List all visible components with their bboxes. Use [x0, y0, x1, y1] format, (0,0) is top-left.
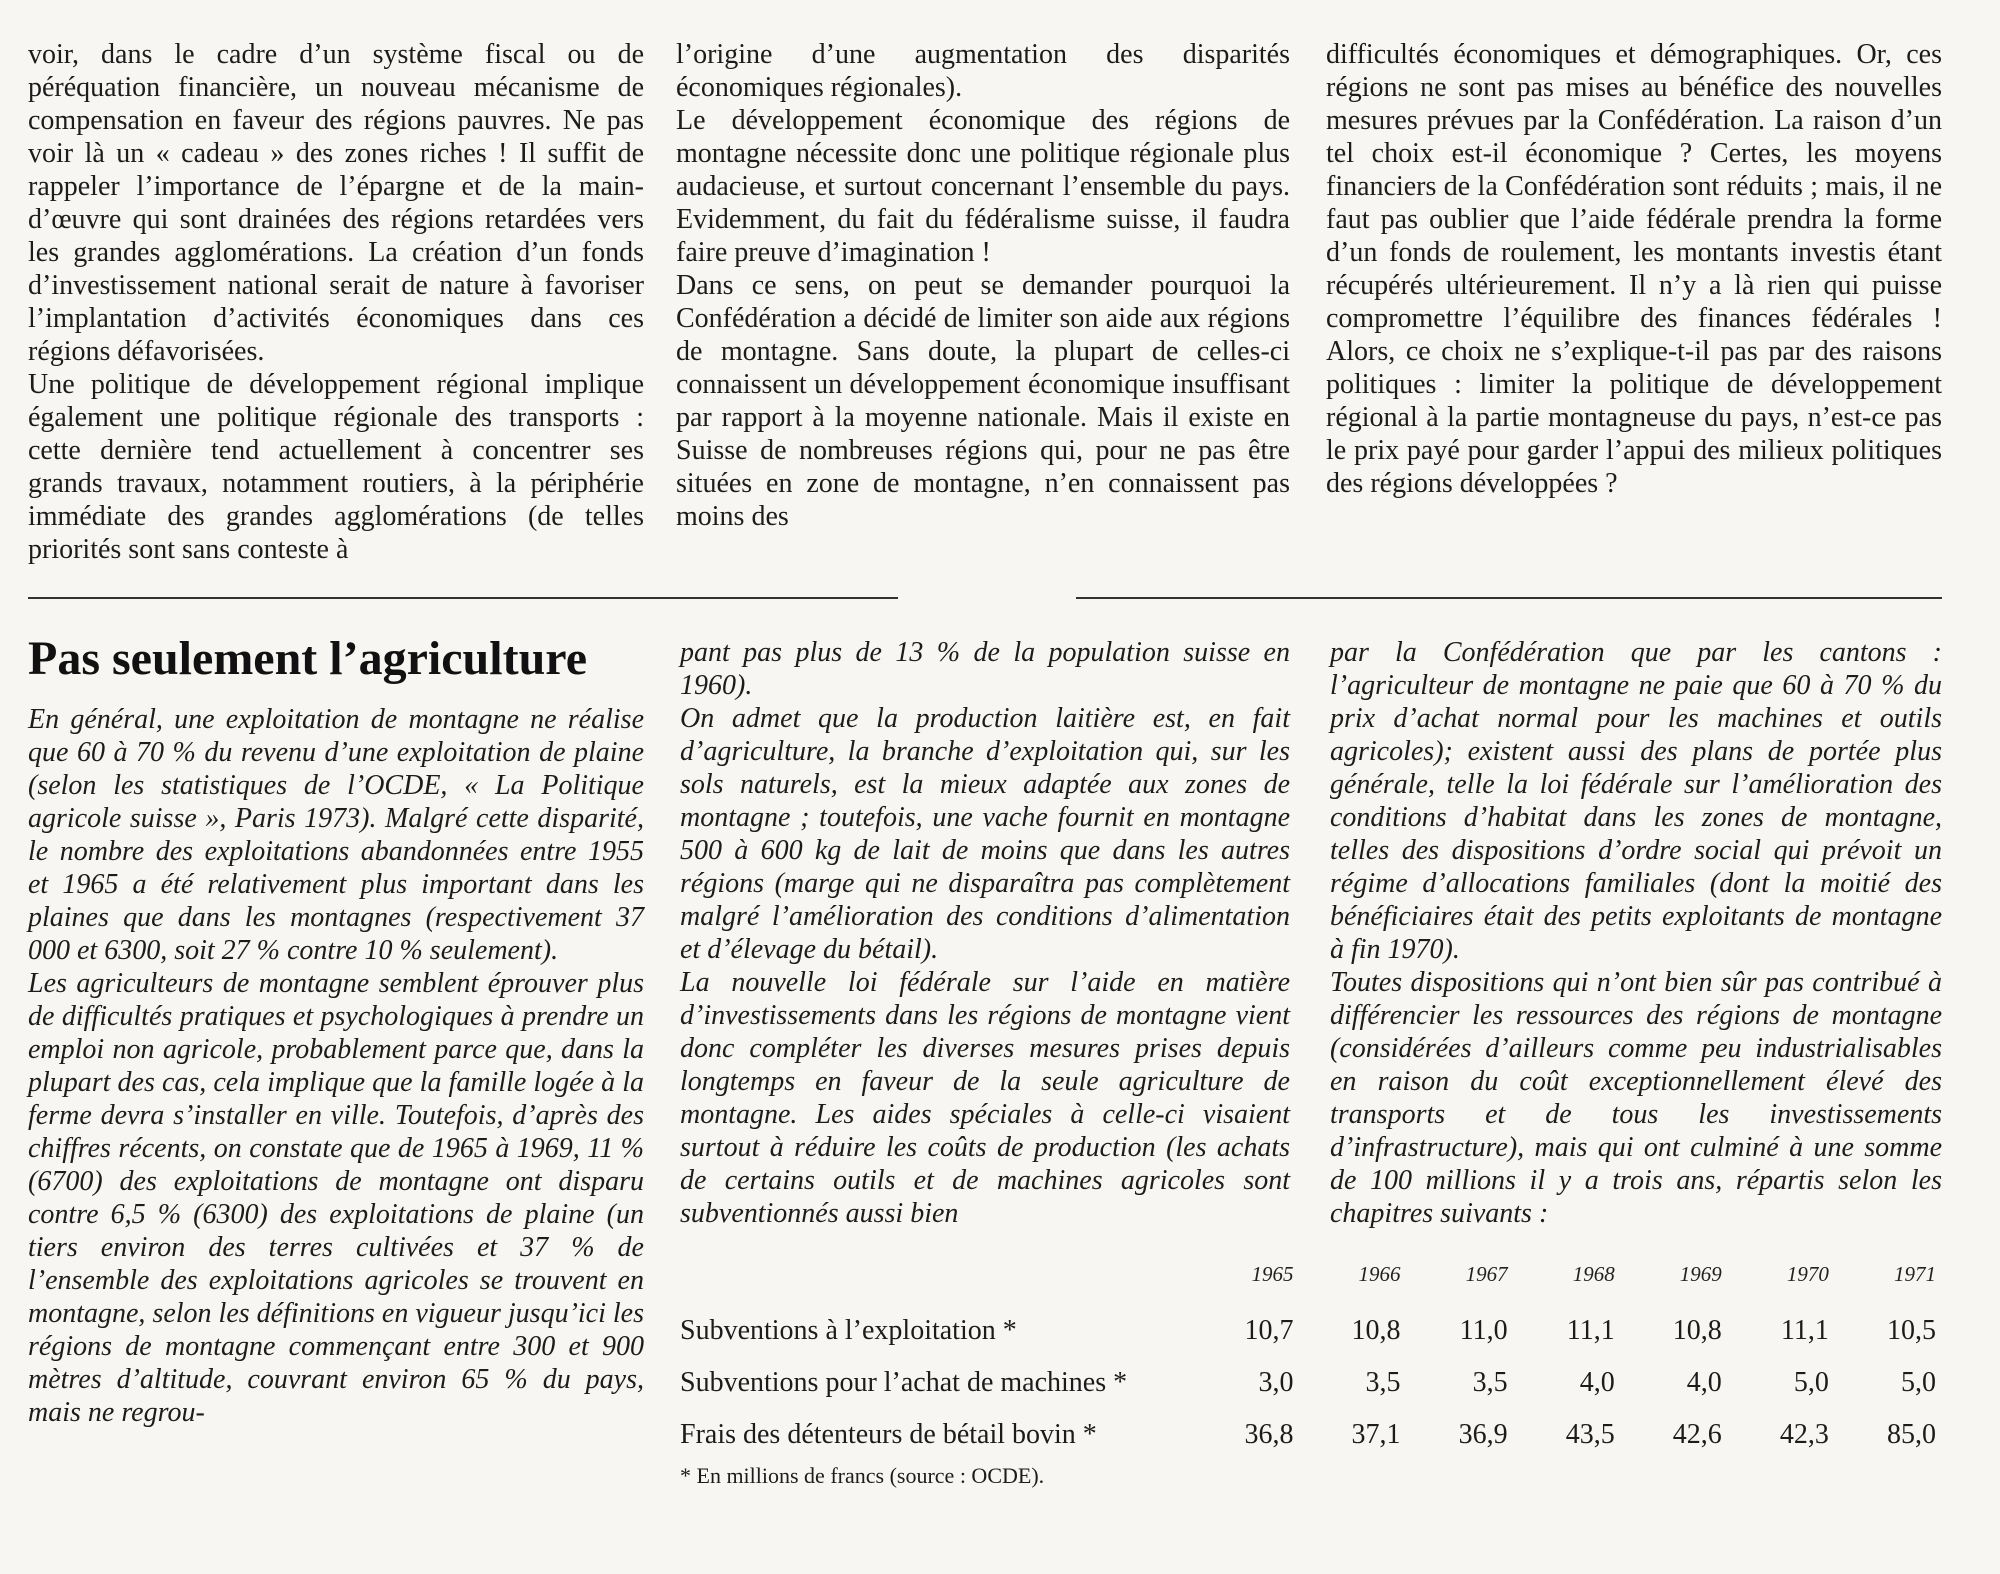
table-row: [680, 1305, 1942, 1357]
paragraph: l’origine d’une augmentation des disparités économiques régionales).: [676, 39, 1290, 103]
subsidies-table-wrapper: [680, 1262, 1942, 1461]
table-cell: 36,8: [1244, 1419, 1294, 1450]
row-label: Subventions à l’exploitation *: [680, 1315, 1017, 1346]
article-column-1: [28, 38, 644, 566]
subsidies-table: [680, 1262, 1942, 1461]
table-cell: 10,8: [1351, 1315, 1401, 1346]
table-header-year: 1967: [1465, 1262, 1508, 1286]
sidebar-title: Pas seulement l’agriculture: [28, 632, 588, 685]
paragraph: Toutes dispositions qui n’ont bien sûr pas contribué à différencier les ressources des régions de montagne (considérées d’ailleurs comme peu industrialisables en raison du coût exceptionnellement élevé des transports et de tous les investissements d’infrastructure), mais qui ont culminé à une somme de 100 millions il y a trois ans, répartis selon les chapitres suivants :: [1330, 967, 1942, 1229]
paragraph: par la Confédération que par les cantons : l’agriculteur de montagne ne paie que 60 à 70 % du prix d’achat normal pour les machines et outils agricoles); existent aussi des plans de portée plus générale, telle la loi fédérale sur l’amélioration des conditions d’habitat dans les zones de montagne, telles des dispositions d’ordre social qui prévoit un régime d’allocations familiales (dont la moitié des bénéficiaires était des petits exploitants de montagne à fin 1970).: [1330, 637, 1942, 965]
table-header-year: 1968: [1572, 1262, 1615, 1286]
paragraph: En général, une exploitation de montagne ne réalise que 60 à 70 % du revenu d’une exploitation de plaine (selon les statistiques de l’OCDE, « La Politique agricole suisse », Paris 1973). Malgré cette disparité, le nombre des exploitations abandonnées entre 1955 et 1965 a été relativement plus important dans les plaines que dans les montagnes (respectivement 37 000 et 6300, soit 27 % contre 10 % seulement).: [28, 704, 644, 966]
section-divider-right: [1076, 597, 1942, 599]
row-label: Frais des détenteurs de bétail bovin *: [680, 1419, 1097, 1450]
table-row: [680, 1357, 1942, 1409]
paragraph: pant pas plus de 13 % de la population suisse en 1960).: [680, 637, 1290, 701]
table-cell: 10,5: [1887, 1315, 1936, 1346]
paragraph: La nouvelle loi fédérale sur l’aide en matière d’investissements dans les régions de montagne vient donc compléter les diverses mesures prises depuis longtemps en faveur de la seule agriculture de montagne. Les aides spéciales à celle-ci visaient surtout à réduire les coûts de production (les achats de certains outils et de machines agricoles sont subventionnés aussi bien: [680, 967, 1290, 1229]
table-cell: 4,0: [1686, 1367, 1722, 1398]
paragraph: Le développement économique des régions de montagne nécessite donc une politique régionale plus audacieuse, et surtout concernant l’ensemble du pays. Evidemment, du fait du fédéralisme suisse, il faudra faire preuve d’imagination !: [676, 105, 1290, 268]
table-header-year: 1969: [1679, 1262, 1722, 1286]
sidebar-column-1: [28, 703, 644, 1429]
paragraph: On admet que la production laitière est, en fait d’agriculture, la branche d’exploitation qui, sur les sols naturels, est la mieux adaptée aux zones de montagne ; toutefois, une vache fournit en montagne 500 à 600 kg de lait de moins que dans les autres régions (marge qui ne disparaîtra pas complètement malgré l’amélioration des conditions d’alimentation et d’élevage du bétail).: [680, 703, 1290, 965]
table-header-year: 1970: [1786, 1262, 1829, 1286]
table-cell: 42,3: [1779, 1419, 1829, 1450]
paragraph: Une politique de développement régional implique également une politique régionale des transports : cette dernière tend actuellement à concentrer ses grands travaux, notamment routiers, à la périphérie immédiate des grandes agglomérations (de telles priorités sont sans conteste à: [28, 369, 644, 565]
section-divider-left: [28, 597, 898, 599]
table-cell: 37,1: [1351, 1419, 1401, 1450]
table-cell: 85,0: [1887, 1419, 1936, 1450]
paragraph: Dans ce sens, on peut se demander pourquoi la Confédération a décidé de limiter son aide aux régions de montagne. Sans doute, la plupart de celles-ci connaissent un développement économique insuffisant par rapport à la moyenne nationale. Mais il existe en Suisse de nombreuses régions qui, pour ne pas être situées en zone de montagne, n’en connaissent pas moins des: [676, 270, 1290, 532]
table-cell: 3,5: [1472, 1367, 1508, 1398]
sidebar-column-3: [1330, 636, 1942, 1230]
table-cell: 11,1: [1566, 1315, 1615, 1346]
article-column-3: [1326, 38, 1942, 500]
table-cell: 3,5: [1365, 1367, 1401, 1398]
table-cell: 5,0: [1901, 1367, 1936, 1398]
paragraph: Les agriculteurs de montagne semblent éprouver plus de difficultés pratiques et psychologiques à prendre un emploi non agricole, probablement parce que, dans la plupart des cas, cela implique que la famille logée à la ferme devra s’installer en ville. Toutefois, d’après des chiffres récents, on constate que de 1965 à 1969, 11 % (6700) des exploitations de montagne ont disparu contre 6,5 % (6300) des exploitations de plaine (un tiers environ des terres cultivées et 37 % de l’ensemble des exploitations agricoles se trouvent en montagne, selon les définitions en vigueur jusqu’ici les régions de montagne commençant entre 300 et 900 mètres d’altitude, couvrant environ 65 % du pays, mais ne regrou-: [28, 968, 644, 1428]
table-cell: 42,6: [1672, 1419, 1722, 1450]
table-header-year: 1965: [1251, 1262, 1294, 1286]
table-header-row: [680, 1262, 1942, 1305]
table-cell: 11,1: [1780, 1315, 1829, 1346]
table-cell: 3,0: [1258, 1367, 1294, 1398]
table-cell: 10,8: [1672, 1315, 1722, 1346]
table-footnote: * En millions de francs (source : OCDE).: [680, 1463, 1045, 1488]
table-header-year: 1971: [1894, 1262, 1936, 1286]
table-cell: 43,5: [1565, 1419, 1615, 1450]
table-cell: 5,0: [1793, 1367, 1829, 1398]
row-label: Subventions pour l’achat de machines *: [680, 1367, 1128, 1398]
sidebar-column-2: [680, 636, 1290, 1230]
table-row: [680, 1409, 1942, 1461]
paragraph: difficultés économiques et démographiques. Or, ces régions ne sont pas mises au bénéfice des nouvelles mesures prévues par la Confédération. La raison d’un tel choix est-il économique ? Certes, les moyens financiers de la Confédération sont réduits ; mais, il ne faut pas oublier que l’aide fédérale prendra la forme d’un fonds de roulement, les montants investis étant récupérés ultérieurement. Il n’y a là rien qui puisse compromettre l’équilibre des finances fédérales ! Alors, ce choix ne s’explique-t-il pas par des raisons politiques : limiter la politique de développement régional à la partie montagneuse du pays, n’est-ce pas le prix payé pour garder l’appui des milieux politiques des régions développées ?: [1326, 39, 1942, 499]
article-column-2: [676, 38, 1290, 533]
table-header-blank: [680, 1262, 1192, 1305]
table-header-year: 1966: [1358, 1262, 1401, 1286]
paragraph: voir, dans le cadre d’un système fiscal ou de péréquation financière, un nouveau mécanisme de compensation en faveur des régions pauvres. Ne pas voir là un « cadeau » des zones riches ! Il suffit de rappeler l’importance de l’épargne et de la main-d’œuvre qui sont drainées des régions retardées vers les grandes agglomérations. La création d’un fonds d’investissement national serait de nature à favoriser l’implantation d’activités économiques dans ces régions défavorisées.: [28, 39, 644, 367]
table-cell: 10,7: [1244, 1315, 1294, 1346]
table-cell: 36,9: [1458, 1419, 1508, 1450]
table-cell: 4,0: [1579, 1367, 1615, 1398]
table-cell: 11,0: [1459, 1315, 1508, 1346]
